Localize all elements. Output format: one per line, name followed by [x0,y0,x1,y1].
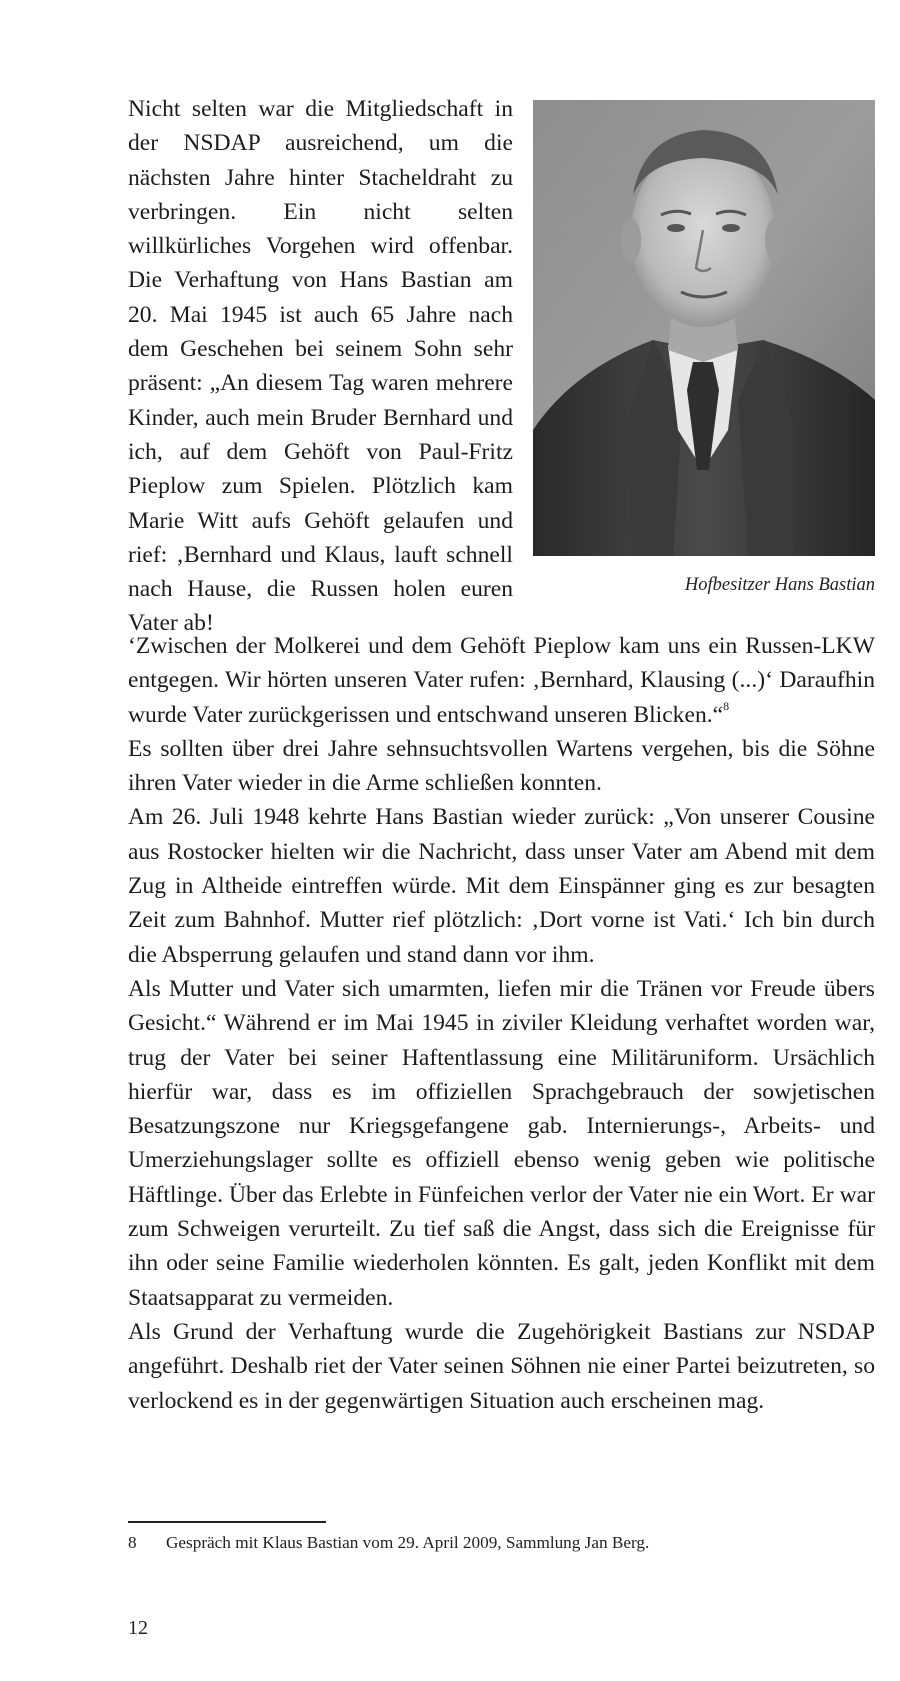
paragraph: Es sollten über drei Jahre sehnsuchtsvollen Wartens vergehen, bis die Söhne ihren Vater wieder in die Arme schließen konnten. [128,735,875,797]
paragraph-text: ‘Zwischen der Molkerei und dem Gehöft Pieplow kam uns ein Russen-LKW entgegen. Wir hörten unseren Vater rufen: ‚Bernhard, Klausing (...)‘ Daraufhin wurde Vater zurückgerissen und entschwand unseren Blicken.“ [128,633,875,728]
portrait-photo [533,100,875,556]
photo-caption: Hofbesitzer Hans Bastian [684,575,875,595]
footnote [128,1533,875,1553]
footnote-divider [128,1521,326,1523]
footnote-number: 8 [128,1533,137,1552]
paragraph [128,629,875,732]
footnote-reference: 8 [723,698,730,713]
paragraph: Als Mutter und Vater sich umarmten, liefen mir die Tränen vor Freude übers Gesicht.“ Während er im Mai 1945 in ziviler Kleidung verhaftet worden war, trug der Vater bei seiner Haftentlassung eine Militäruniform. Ursächlich hierfür war, dass es im offiziellen Sprachgebrauch der sowjetischen Besatzungszone nur Kriegsgefangene gab. Internierungs-, Arbeits- und Umerziehungslager sollte es offiziell ebenso wenig geben wie politische Häftlinge. Über das Erlebte in Fünfeichen verlor der Vater nie ein Wort. Er war zum Schweigen verurteilt. Zu tief saß die Angst, dass sich die Ereignisse für ihn oder seine Familie wiederholen könnten. Es galt, jeden Konflikt mit dem Staatsapparat zu vermeiden. [128,975,875,1311]
body-text-narrow: Nicht selten war die Mitgliedschaft in der NSDAP ausreichend, um die nächsten Jahre hinter Stacheldraht zu verbringen. Ein nicht selten willkürliches Vorgehen wird offenbar. Die Verhaftung von Hans Bastian am 20. Mai 1945 ist auch 65 Jahre nach dem Geschehen bei seinem Sohn sehr präsent: „An diesem Tag waren mehrere Kinder, auch mein Bruder Bernhard und ich, auf dem Gehöft von Paul-Fritz Pieplow zum Spielen. Plötzlich kam Marie Witt aufs Gehöft gelaufen und rief: ‚Bernhard und Klaus, lauft schnell nach Hause, die Russen holen euren Vater ab! [128,96,513,637]
page-number: 12 [128,1617,148,1639]
paragraph: Als Grund der Verhaftung wurde die Zugehörigkeit Bastians zur NSDAP angeführt. Deshalb riet der Vater seinen Söhnen nie einer Partei beizutreten, so verlockend es in der gegenwärtigen Situation auch erscheinen mag. [128,1318,875,1414]
paragraph: Am 26. Juli 1948 kehrte Hans Bastian wieder zurück: „Von unserer Cousine aus Rostocker hielten wir die Nachricht, dass unser Vater am Abend mit dem Zug in Altheide eintreffen würde. Mit dem Einspänner ging es zur besagten Zeit zum Bahnhof. Mutter rief plötzlich: ‚Dort vorne ist Vati.‘ Ich bin durch die Absperrung gelaufen und stand dann vor ihm. [128,804,875,968]
body-text-wide [128,629,875,1418]
footnote-text: Gespräch mit Klaus Bastian vom 29. April 2009, Sammlung Jan Berg. [166,1533,650,1552]
portrait-figure [533,100,875,556]
